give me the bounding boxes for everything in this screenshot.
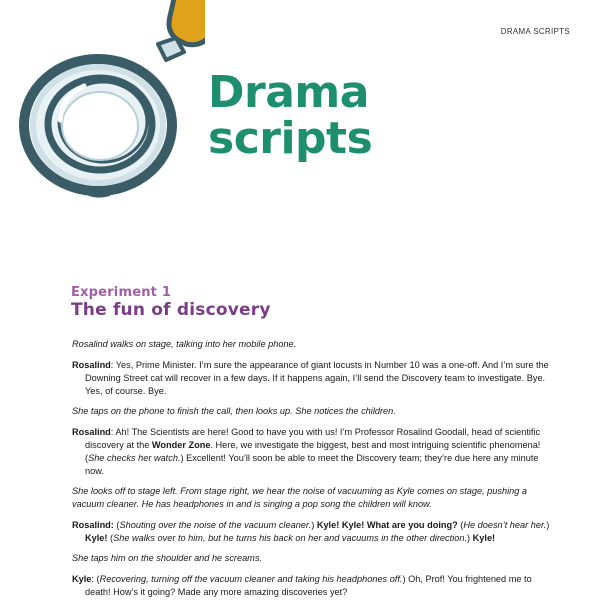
dialogue-text: ) Oh, Prof! You frightened me to death! How’s it going? Made any more amazing discoveries yet?	[85, 573, 532, 597]
dialogue-text: )	[467, 532, 473, 543]
shouted-text: Kyle!	[85, 532, 108, 543]
stage-direction: Rosalind walks on stage, talking into her mobile phone.	[72, 339, 297, 349]
shouted-text: Kyle!	[472, 532, 496, 543]
dialogue-line	[72, 426, 552, 478]
stage-direction: She taps him on the shoulder and he screams.	[72, 553, 262, 563]
dialogue-text: (	[107, 532, 114, 543]
dialogue-text: (	[113, 519, 120, 530]
page-title	[208, 67, 373, 164]
speaker-name: Kyle	[72, 573, 92, 584]
inline-direction: He doesn’t hear her.	[463, 519, 547, 530]
dialogue-text: : (	[91, 573, 100, 584]
stage-direction: She taps on the phone to finish the call, then looks up. She notices the children.	[72, 406, 396, 416]
dialogue-line	[72, 359, 552, 398]
shouted-text: Kyle! Kyle! What are you doing?	[316, 519, 458, 530]
inline-direction: She walks over to him, but he turns his back on her and vacuums in the other direction.	[113, 532, 468, 543]
dialogue-text: )	[546, 519, 550, 530]
dialogue-line	[72, 519, 552, 545]
dialogue-text: (	[457, 519, 464, 530]
script-body	[72, 338, 552, 606]
magnifying-glass-icon	[0, 0, 205, 215]
dialogue-text: : Ah! The Scientists are here! Good to have you with us! I’m Professor Rosalind Goodall, head of scientific discovery at the	[85, 426, 541, 450]
inline-direction: She checks her watch.	[88, 452, 181, 463]
dialogue-text: : Yes, Prime Minister. I’m sure the appearance of giant locusts in Number 10 was a one-off. And I’m sure the Downing Street cat will recover in a few days. If it happens again, I’ll send the Discovery team to investigate. Bye. Yes, of course. Bye.	[85, 359, 549, 396]
inline-direction: Shouting over the noise of the vacuum cleaner.	[119, 519, 312, 530]
title-line-1: Drama	[208, 67, 369, 118]
speaker-name: Rosalind:	[72, 519, 114, 530]
speaker-name: Rosalind	[72, 426, 111, 437]
dialogue-line	[72, 573, 552, 599]
emphasis-text: Wonder Zone	[151, 439, 211, 450]
title-line-2: scripts	[208, 113, 373, 164]
speaker-name: Rosalind	[72, 359, 111, 370]
dialogue-text: . Here, we investigate the biggest, best and most intriguing scientific phenomena! (	[85, 439, 541, 463]
experiment-label: Experiment 1	[71, 285, 172, 300]
section-label: DRAMA SCRIPTS	[500, 27, 570, 36]
dialogue-text: ) Excellent! You’ll soon be able to meet the Discovery team; they’re due here any minute now.	[85, 452, 539, 476]
stage-direction: She looks off to stage left. From stage right, we hear the noise of vacuuming as Kyle comes on stage, pushing a vacuum cleaner. He has headphones in and is singing a pop song the children will know.	[72, 486, 528, 509]
inline-direction: Recovering, turning off the vacuum cleaner and taking his headphones off.	[99, 573, 403, 584]
experiment-title: The fun of discovery	[71, 300, 271, 320]
dialogue-text: )	[311, 519, 317, 530]
